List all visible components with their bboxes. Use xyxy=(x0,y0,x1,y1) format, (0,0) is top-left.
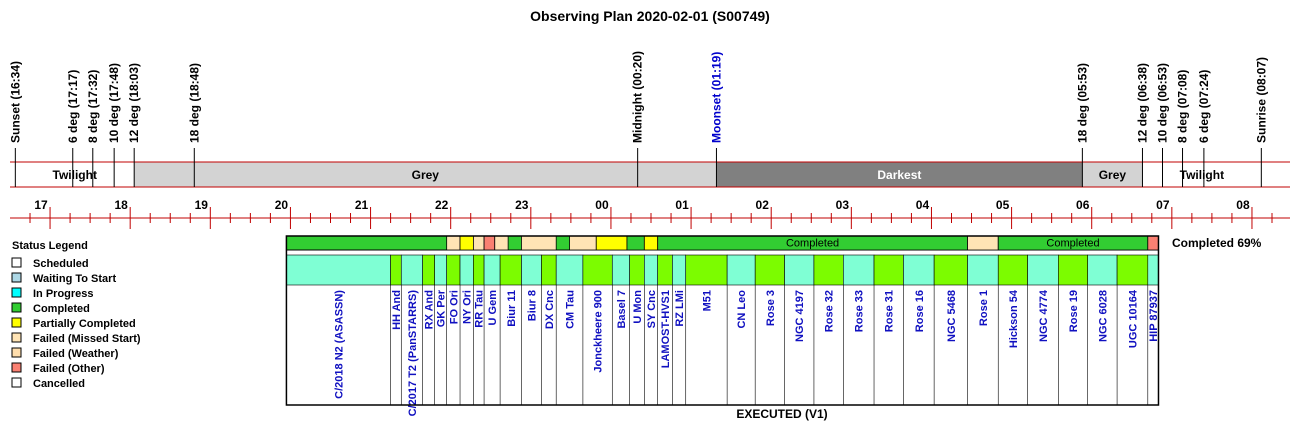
hour-label: 07 xyxy=(1156,198,1170,212)
legend-item-label: Failed (Missed Start) xyxy=(33,333,141,345)
plan-panel xyxy=(286,236,1160,416)
event-label: Sunrise (08:07) xyxy=(1254,56,1269,143)
target-name: C/2018 N2 (ASASSN) xyxy=(333,290,346,399)
target-name: Rose 16 xyxy=(913,290,926,333)
event-label: Moonset (01:19) xyxy=(709,51,724,143)
sky-band-label: Twilight xyxy=(52,168,97,182)
legend-swatch xyxy=(12,333,21,342)
target-cell xyxy=(903,255,934,285)
legend-swatch xyxy=(12,318,21,327)
legend-swatch xyxy=(12,363,21,372)
target-name: NGC 4774 xyxy=(1037,290,1050,342)
target-name: HH And xyxy=(390,290,403,330)
legend-item-label: In Progress xyxy=(33,288,94,300)
target-name: RR Tau xyxy=(473,290,486,328)
sky-bands xyxy=(10,162,1290,187)
legend-swatch xyxy=(12,348,21,357)
target-cell xyxy=(1028,255,1059,285)
target-cell xyxy=(1117,255,1148,285)
target-name: Biur 8 xyxy=(526,290,539,322)
target-name: NGC 4197 xyxy=(794,290,807,342)
target-name: LAMOST-HVS1 xyxy=(660,290,673,369)
hour-label: 02 xyxy=(755,198,769,212)
target-name: SY Cnc xyxy=(646,290,659,329)
target-cell xyxy=(500,255,521,285)
hour-label: 04 xyxy=(915,198,930,212)
event-label: 6 deg (17:17) xyxy=(65,69,80,143)
target-name: C/2017 T2 (PanSTARRS) xyxy=(406,290,419,417)
event-label: 8 deg (07:08) xyxy=(1175,69,1190,143)
hour-label: 23 xyxy=(515,198,529,212)
legend-item-label: Failed (Weather) xyxy=(33,348,119,360)
status-segment xyxy=(1148,236,1159,250)
target-cell xyxy=(1058,255,1087,285)
target-cell xyxy=(644,255,657,285)
status-segment xyxy=(644,236,657,250)
hour-label: 00 xyxy=(595,198,609,212)
target-name: Rose 19 xyxy=(1068,290,1081,333)
target-name: GK Per xyxy=(435,290,448,328)
sky-band-label: Darkest xyxy=(877,168,922,182)
target-name: Rose 32 xyxy=(823,290,836,333)
event-label: 10 deg (06:53) xyxy=(1155,62,1170,143)
target-cell xyxy=(998,255,1027,285)
legend-item-label: Cancelled xyxy=(33,378,85,390)
target-name: Biur 11 xyxy=(505,290,518,327)
time-axis xyxy=(10,198,1290,229)
target-cell xyxy=(521,255,541,285)
target-name: Rose 1 xyxy=(977,290,990,327)
sky-band-label: Grey xyxy=(1098,168,1127,182)
target-cell xyxy=(542,255,557,285)
event-label: 8 deg (17:32) xyxy=(85,69,100,143)
status-segment-label: Completed xyxy=(785,237,840,250)
target-name: HIP 87937 xyxy=(1148,290,1161,342)
event-label: 12 deg (18:03) xyxy=(127,62,142,143)
target-cell xyxy=(630,255,645,285)
target-name: RX And xyxy=(423,290,436,330)
legend-swatch xyxy=(12,288,21,297)
target-cell xyxy=(686,255,727,285)
hour-label: 03 xyxy=(835,198,850,212)
target-name: CN Leo xyxy=(736,290,749,329)
target-cell xyxy=(447,255,460,285)
target-name: NY Ori xyxy=(461,290,474,325)
target-name: NGC 5468 xyxy=(945,290,958,342)
hour-label: 06 xyxy=(1076,198,1090,212)
target-name: Rose 3 xyxy=(764,290,777,327)
target-cell xyxy=(391,255,402,285)
target-name: NGC 6028 xyxy=(1097,290,1110,342)
hour-label: 22 xyxy=(435,198,449,212)
target-cell xyxy=(423,255,435,285)
target-cell xyxy=(755,255,784,285)
status-segment xyxy=(495,236,508,250)
status-segment xyxy=(447,236,460,250)
target-cell xyxy=(401,255,422,285)
target-cell xyxy=(658,255,673,285)
target-cell xyxy=(968,255,999,285)
sky-band-label: Grey xyxy=(411,168,439,182)
event-label: 18 deg (05:53) xyxy=(1075,62,1090,143)
target-cell xyxy=(435,255,447,285)
event-label: 6 deg (07:24) xyxy=(1196,69,1211,143)
legend-swatch xyxy=(12,378,21,387)
target-cell xyxy=(1148,255,1159,285)
target-name: Rose 33 xyxy=(853,290,866,333)
status-segment xyxy=(521,236,556,250)
target-name: U Gem xyxy=(487,290,500,326)
target-cell xyxy=(286,255,390,285)
status-segment xyxy=(484,236,495,250)
target-cell xyxy=(484,255,500,285)
event-label: Sunset (16:34) xyxy=(8,60,23,143)
hour-label: 20 xyxy=(274,198,289,212)
target-cell xyxy=(1088,255,1117,285)
hour-label: 01 xyxy=(675,198,689,212)
status-segment xyxy=(460,236,473,250)
target-cell xyxy=(672,255,685,285)
legend-item-label: Scheduled xyxy=(33,258,89,270)
legend-item-label: Failed (Other) xyxy=(33,363,105,375)
target-cell xyxy=(612,255,629,285)
target-cell xyxy=(874,255,903,285)
target-cell xyxy=(460,255,473,285)
event-label: 18 deg (18:48) xyxy=(187,62,202,143)
hour-label: 18 xyxy=(114,198,128,212)
target-name: FO Ori xyxy=(448,290,461,325)
target-name: Rose 31 xyxy=(883,290,896,333)
target-name: CM Tau xyxy=(564,290,577,329)
target-cell xyxy=(473,255,484,285)
sky-band-label: Twilight xyxy=(1179,168,1225,182)
target-cell xyxy=(934,255,967,285)
target-name: Basel 7 xyxy=(615,290,628,329)
status-segment xyxy=(627,236,644,250)
target-name: Hickson 54 xyxy=(1007,290,1020,349)
target-name: DX Cnc xyxy=(543,290,556,330)
hour-label: 21 xyxy=(354,198,369,212)
event-label: 12 deg (06:38) xyxy=(1135,62,1150,143)
target-cell xyxy=(556,255,583,285)
target-name: RZ LMi xyxy=(674,290,687,327)
target-cell xyxy=(583,255,612,285)
target-name: UGC 10164 xyxy=(1127,290,1140,349)
status-segment xyxy=(968,236,999,250)
status-segment xyxy=(596,236,627,250)
target-cell xyxy=(843,255,874,285)
target-name: Jonckheere 900 xyxy=(592,290,605,373)
footer-label: EXECUTED (V1) xyxy=(736,407,828,421)
chart-title: Observing Plan 2020-02-01 (S00749) xyxy=(530,8,770,24)
hour-label: 19 xyxy=(194,198,208,212)
legend-swatch xyxy=(12,258,21,267)
status-segment xyxy=(473,236,484,250)
target-cell xyxy=(814,255,843,285)
target-name: U Mon xyxy=(631,290,644,324)
legend-item-label: Waiting To Start xyxy=(33,273,117,285)
target-cell xyxy=(785,255,814,285)
legend-item-label: Completed xyxy=(33,303,90,315)
status-legend xyxy=(12,240,141,390)
event-label: Midnight (00:20) xyxy=(630,51,645,143)
legend-title: Status Legend xyxy=(12,240,88,252)
completion-text: Completed 69% xyxy=(1172,236,1262,250)
legend-swatch xyxy=(12,273,21,282)
legend-swatch xyxy=(12,303,21,312)
target-cell xyxy=(727,255,755,285)
legend-item-label: Partially Completed xyxy=(33,318,136,330)
hour-label: 05 xyxy=(995,198,1010,212)
hour-label: 17 xyxy=(34,198,48,212)
target-name: M51 xyxy=(701,290,714,312)
status-segment-label: Completed xyxy=(1046,237,1100,250)
hour-label: 08 xyxy=(1236,198,1250,212)
status-segment xyxy=(570,236,597,250)
event-label: 10 deg (17:48) xyxy=(107,62,122,143)
